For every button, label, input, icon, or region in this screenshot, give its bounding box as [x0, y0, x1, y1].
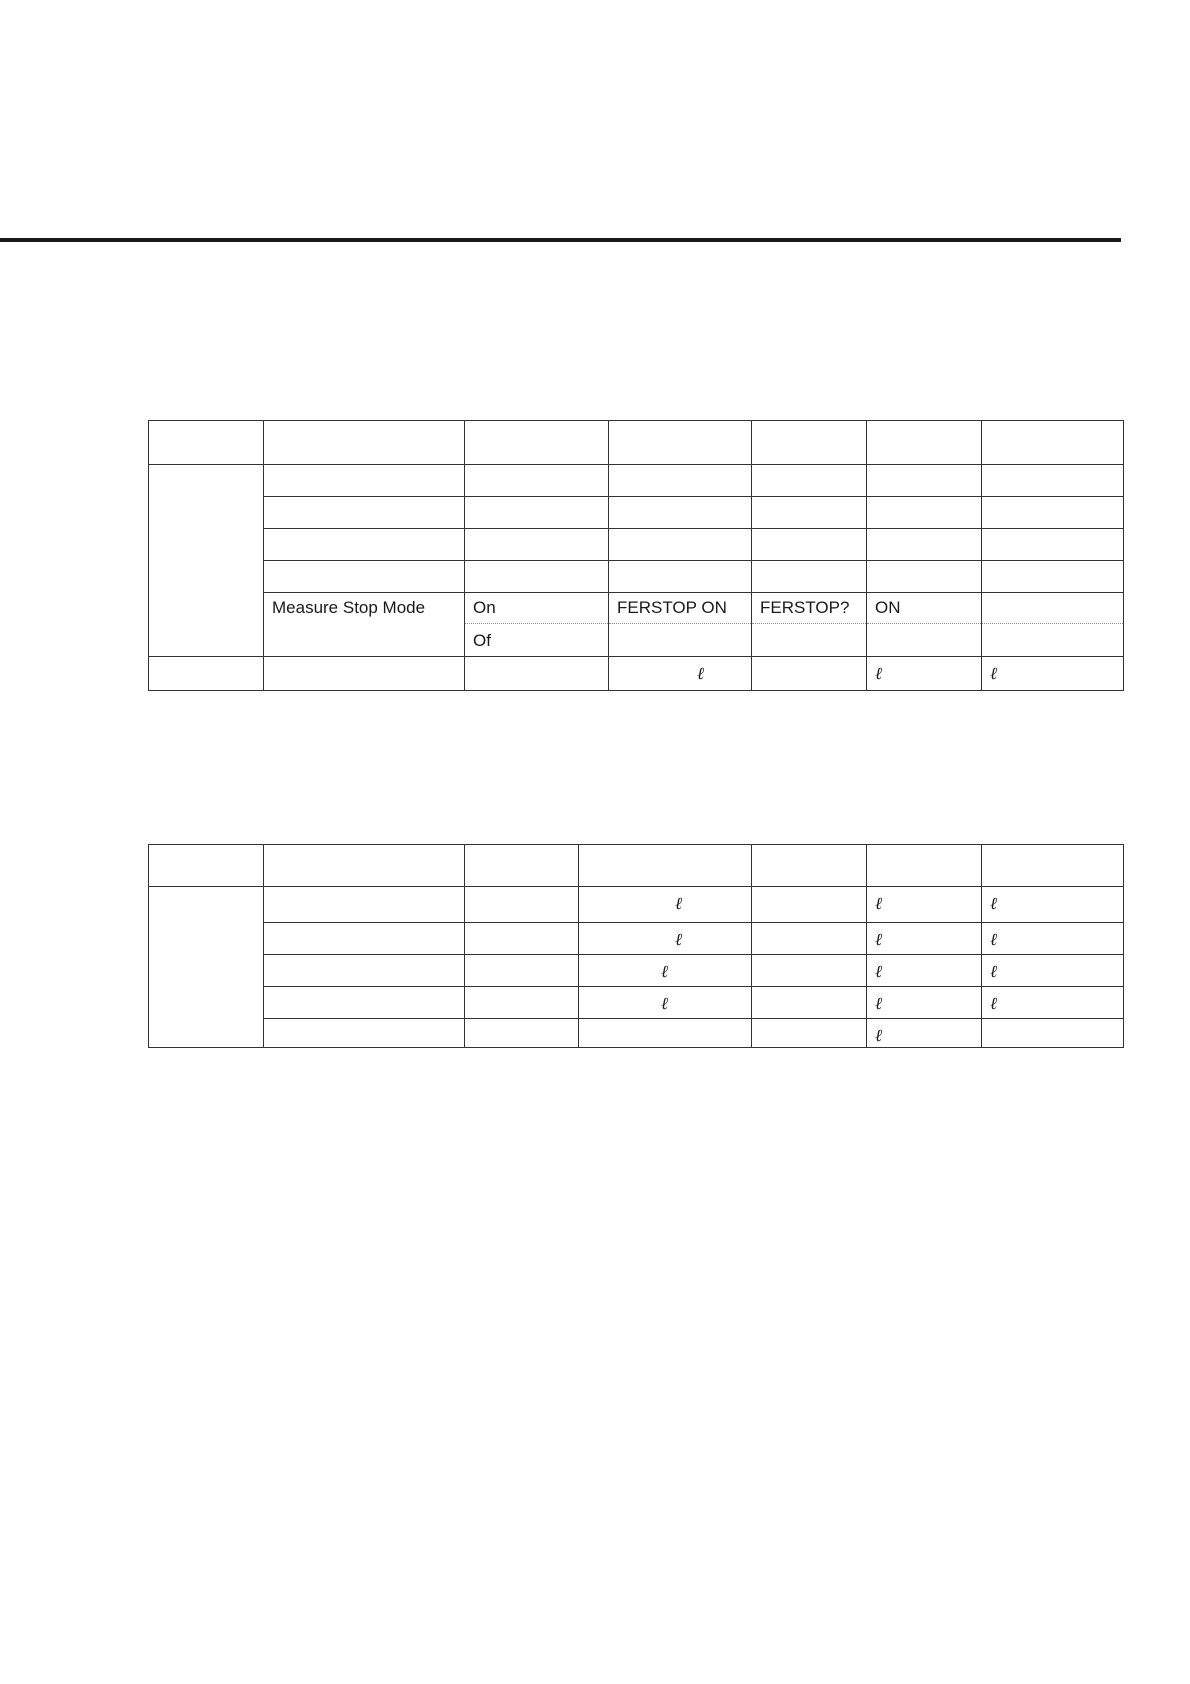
- table-cell: [867, 561, 982, 593]
- table-cell: [752, 955, 867, 987]
- liter-symbol: ℓ: [990, 894, 998, 914]
- table-cell: [465, 561, 609, 593]
- command-text: FERSTOP ON: [609, 593, 751, 624]
- table-cell: [149, 657, 264, 691]
- table-cell: [579, 1019, 752, 1048]
- measure-stop-mode-row: [149, 593, 1124, 657]
- table-cell: [465, 987, 579, 1019]
- group-cell: [149, 465, 264, 657]
- table-cell: [982, 923, 1124, 955]
- table-cell: [752, 529, 867, 561]
- table-header-row: [149, 421, 1124, 465]
- table-cell: [982, 955, 1124, 987]
- table-cell: [609, 497, 752, 529]
- table-cell: [465, 465, 609, 497]
- table-cell: [465, 529, 609, 561]
- header-cell: [867, 845, 982, 887]
- response-cell: [867, 593, 982, 657]
- header-cell: [264, 845, 465, 887]
- table-cell: [867, 987, 982, 1019]
- header-cell: [264, 421, 465, 465]
- table-row: [149, 657, 1124, 691]
- setting-off: Of: [473, 631, 491, 650]
- function-name: Measure Stop Mode: [272, 598, 426, 617]
- table-cell: [982, 987, 1124, 1019]
- table-cell: [264, 529, 465, 561]
- query-cell: [752, 593, 867, 657]
- table-cell: [264, 657, 465, 691]
- query-text: FERSTOP?: [752, 593, 866, 624]
- table-cell: [609, 561, 752, 593]
- table-row: [149, 955, 1124, 987]
- header-cell: [982, 421, 1124, 465]
- table-cell: [867, 465, 982, 497]
- liter-symbol: ℓ: [990, 994, 998, 1014]
- header-cell: [982, 845, 1124, 887]
- command-cell: [609, 593, 752, 657]
- table-cell: [465, 497, 609, 529]
- table-cell: [465, 923, 579, 955]
- header-cell: [149, 845, 264, 887]
- table-cell: [465, 887, 579, 923]
- group-cell: [149, 887, 264, 1048]
- table-cell: [982, 561, 1124, 593]
- liter-symbol: ℓ: [875, 930, 883, 950]
- table-cell: [752, 923, 867, 955]
- liter-symbol: ℓ: [990, 930, 998, 950]
- table-cell: [264, 1019, 465, 1048]
- setting-cell: [465, 593, 609, 657]
- table-cell: [609, 529, 752, 561]
- header-cell: [752, 421, 867, 465]
- liter-symbol: ℓ: [875, 1026, 883, 1046]
- liter-symbol: ℓ: [675, 930, 683, 950]
- header-rule: [0, 238, 1121, 242]
- table-cell: [752, 561, 867, 593]
- header-cell: [867, 421, 982, 465]
- table-cell: [609, 657, 752, 691]
- function-name-cell: [264, 593, 465, 657]
- header-cell: [465, 421, 609, 465]
- table-cell: [752, 657, 867, 691]
- table-row: [149, 497, 1124, 529]
- liter-symbol: ℓ: [875, 664, 883, 684]
- liter-symbol: ℓ: [990, 962, 998, 982]
- table-cell: [465, 1019, 579, 1048]
- liter-symbol: ℓ: [697, 664, 705, 684]
- liter-symbol: ℓ: [661, 962, 669, 982]
- response-text: ON: [867, 593, 981, 624]
- table-cell: [867, 955, 982, 987]
- table-cell: [982, 497, 1124, 529]
- table-row: [149, 465, 1124, 497]
- table-cell: [982, 529, 1124, 561]
- table-cell: [752, 987, 867, 1019]
- table-cell: [264, 955, 465, 987]
- liter-symbol: ℓ: [875, 962, 883, 982]
- table-row: [149, 561, 1124, 593]
- table-cell: [982, 887, 1124, 923]
- table-cell: [579, 987, 752, 1019]
- table-cell: [264, 497, 465, 529]
- table-row: [149, 987, 1124, 1019]
- table-cell: [752, 1019, 867, 1048]
- table-cell: [609, 465, 752, 497]
- header-cell: [579, 845, 752, 887]
- table-cell: [752, 497, 867, 529]
- table-cell: [982, 593, 1124, 657]
- table-cell: [579, 955, 752, 987]
- table-cell: [465, 955, 579, 987]
- liter-symbol: ℓ: [990, 664, 998, 684]
- table-cell: [264, 887, 465, 923]
- table-row: [149, 529, 1124, 561]
- settings-table-1: [148, 420, 1124, 691]
- table-cell: [982, 657, 1124, 691]
- header-cell: [149, 421, 264, 465]
- table-cell: [867, 497, 982, 529]
- table-row: [149, 1019, 1124, 1048]
- liter-symbol: ℓ: [875, 994, 883, 1014]
- settings-table-2: [148, 844, 1124, 1048]
- liter-symbol: ℓ: [675, 894, 683, 914]
- header-cell: [465, 845, 579, 887]
- table-cell: [982, 1019, 1124, 1048]
- table-cell: [465, 657, 609, 691]
- table-row: [149, 923, 1124, 955]
- table-header-row: [149, 845, 1124, 887]
- table-cell: [867, 657, 982, 691]
- liter-symbol: ℓ: [661, 994, 669, 1014]
- table-cell: [264, 561, 465, 593]
- table-cell: [579, 923, 752, 955]
- header-cell: [752, 845, 867, 887]
- header-cell: [609, 421, 752, 465]
- table-row: [149, 887, 1124, 923]
- table-cell: [867, 923, 982, 955]
- table-cell: [752, 465, 867, 497]
- table-cell: [752, 887, 867, 923]
- table-cell: [579, 887, 752, 923]
- liter-symbol: ℓ: [875, 894, 883, 914]
- table-cell: [264, 987, 465, 1019]
- table-cell: [867, 1019, 982, 1048]
- table-cell: [264, 465, 465, 497]
- table-cell: [867, 887, 982, 923]
- table-cell: [982, 465, 1124, 497]
- table-cell: [264, 923, 465, 955]
- setting-on: On: [465, 593, 608, 624]
- table-cell: [867, 529, 982, 561]
